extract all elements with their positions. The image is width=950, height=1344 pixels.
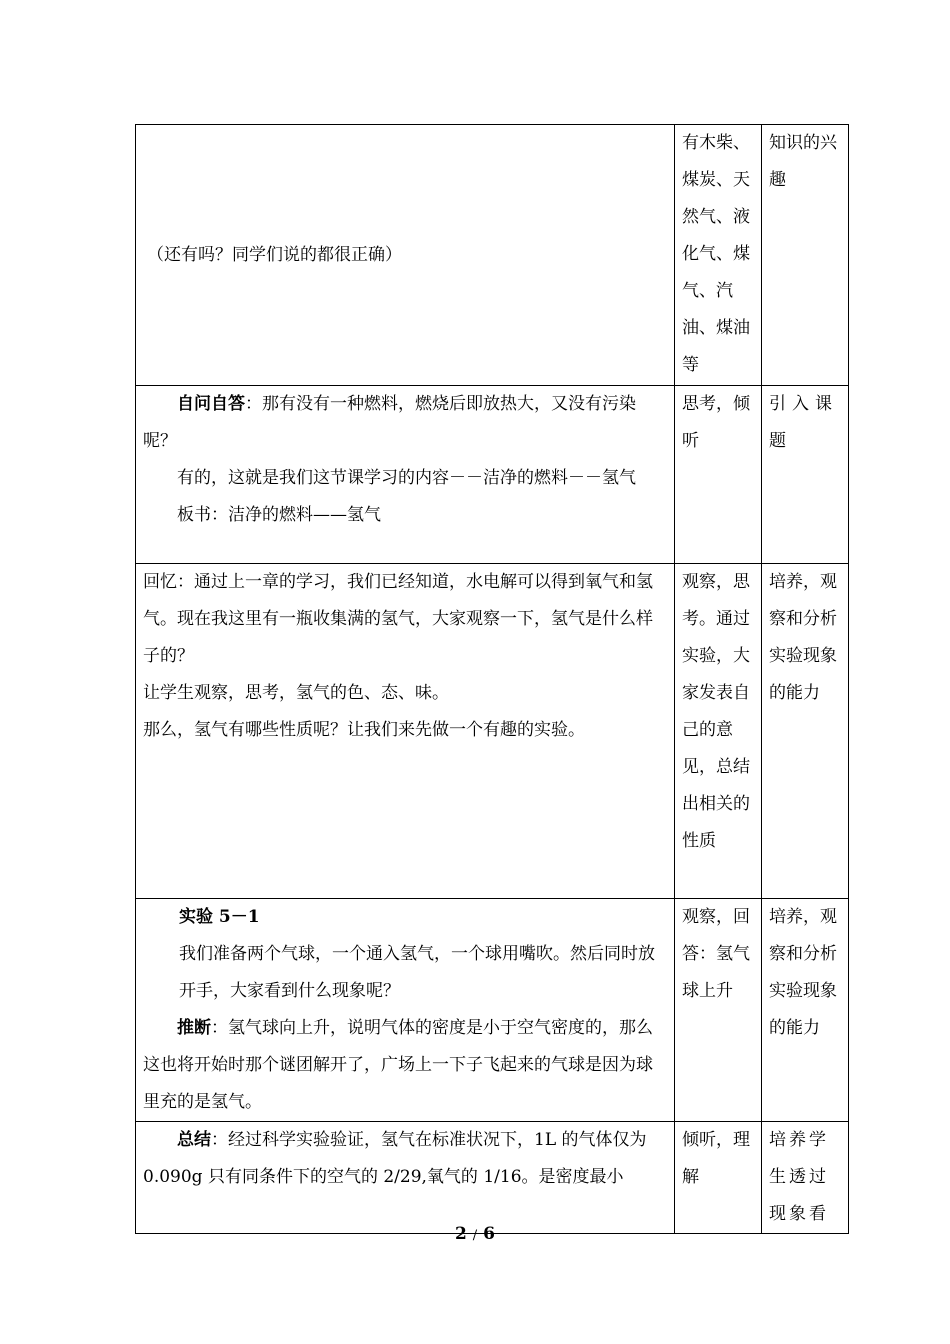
table-row (136, 125, 849, 386)
lesson-table (135, 124, 849, 1234)
table-row (136, 899, 849, 1122)
table-row (136, 564, 849, 899)
teacher-text: 我们准备两个气球，一个通入氢气，一个球用嘴吹。然后同时放开手，大家看到什么现象呢？ (179, 944, 655, 1001)
student-activity-cell: 思考，倾听 (675, 386, 762, 564)
teacher-text: （还有吗？同学们说的都很正确） (147, 244, 402, 265)
teacher-text: 有的，这就是我们这节课学习的内容－－洁净的燃料－－氢气 (177, 468, 636, 488)
current-page: 2 (455, 1224, 467, 1244)
inference-label: 推断 (177, 1018, 211, 1038)
design-intent-cell: 培养，观察和分析实验现象的能力 (762, 564, 849, 899)
table-row (136, 1122, 849, 1234)
experiment-title: 实验 5－1 (179, 907, 260, 927)
design-intent-cell: 培养，观察和分析实验现象的能力 (762, 899, 849, 1122)
design-intent-cell: 知识的兴趣 (762, 125, 849, 386)
page-number (0, 1224, 950, 1244)
teacher-text: ：氢气球向上升，说明气体的密度是小于空气密度的，那么这也将开始时那个谜团解开了，广场上一下子飞起来的气球是因为球里充的是氢气。 (143, 1018, 653, 1112)
teacher-text: ：经过科学实验验证，氢气在标准状况下，1L 的气体仅为 0.090g 只有同条件下的空气的 2/29,氧气的 1/16。是密度最小 (143, 1130, 647, 1187)
design-intent-cell: 引入课题 (762, 386, 849, 564)
teacher-text: 回忆：通过上一章的学习，我们已经知道，水电解可以得到氧气和氢气。现在我这里有一瓶收集满的氢气，大家观察一下，氢气是什么样子的？ (143, 572, 653, 666)
student-activity-cell: 观察，思考。通过实验，大家发表自己的意见，总结出相关的性质 (675, 564, 762, 899)
teacher-activity-cell (136, 1122, 675, 1234)
self-qa-label: 自问自答 (177, 394, 245, 414)
student-activity-cell: 有木柴、煤炭、天然气、液化气、煤气、汽油、煤油等 (675, 125, 762, 386)
page-separator: / (472, 1228, 478, 1243)
blackboard-text: 板书：洁净的燃料——氢气 (177, 505, 381, 525)
summary-label: 总结 (177, 1130, 211, 1150)
total-pages: 6 (483, 1224, 495, 1244)
design-intent-cell: 培养学生透过现象看 (762, 1122, 849, 1234)
teacher-text: 让学生观察，思考，氢气的色、态、味。 (143, 683, 449, 703)
teacher-activity-cell (136, 125, 675, 386)
teacher-activity-cell (136, 564, 675, 899)
student-activity-cell: 倾听，理解 (675, 1122, 762, 1234)
teacher-text: ：那有没有一种燃料，燃烧后即放热大，又没有污染呢？ (143, 394, 636, 451)
teacher-activity-cell (136, 386, 675, 564)
teacher-activity-cell (136, 899, 675, 1122)
teacher-text: 那么，氢气有哪些性质呢？让我们来先做一个有趣的实验。 (143, 720, 585, 740)
table-row (136, 386, 849, 564)
student-activity-cell: 观察，回答：氢气球上升 (675, 899, 762, 1122)
